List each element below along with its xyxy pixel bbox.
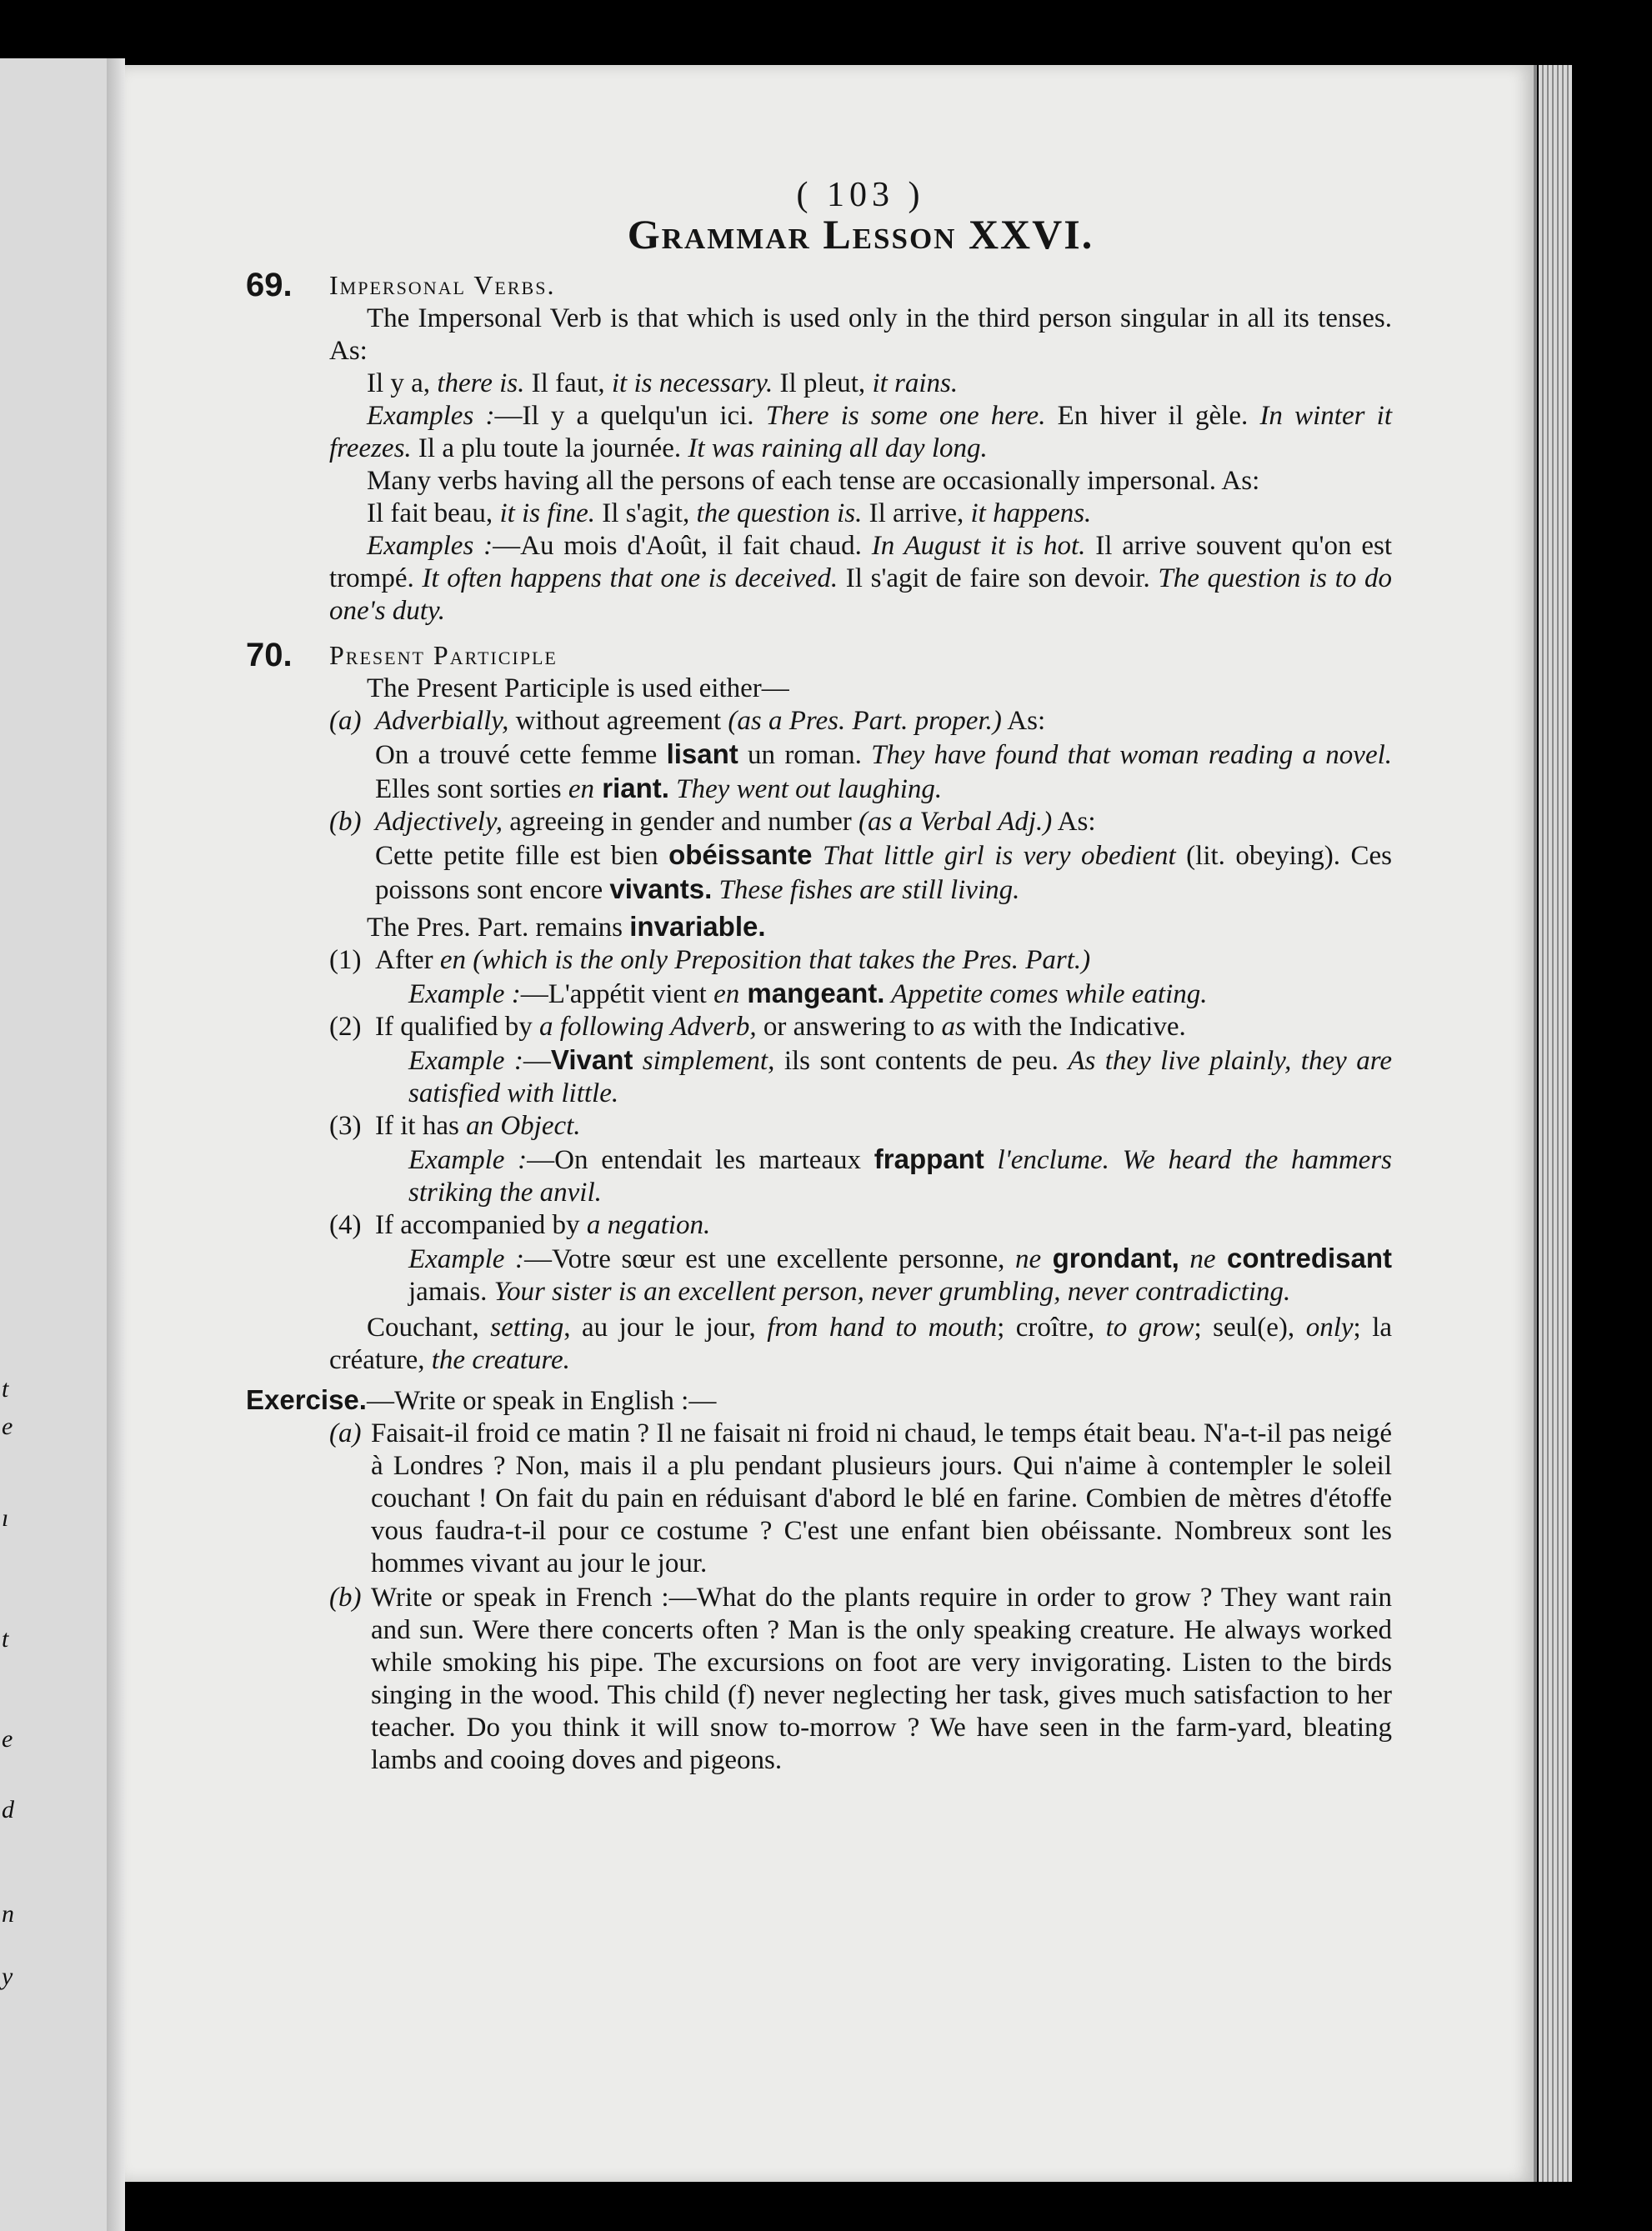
fr-text: ils sont contents de peu. [774, 1046, 1069, 1076]
bold-word: riant. [594, 773, 669, 803]
text: The Pres. Part. remains [367, 913, 630, 943]
en-text: They have found that woman reading a novel. [871, 740, 1393, 770]
rule-example [375, 977, 1392, 1011]
page-number: ( 103 ) [796, 176, 925, 214]
fr-text: Il s'agit de faire son devoir. [838, 563, 1159, 593]
fr-text: jamais. [408, 1277, 494, 1307]
adjacent-page [0, 58, 107, 2231]
en-text: only [1305, 1313, 1354, 1343]
fr-text: —Votre sœur est une excellente personne, [524, 1244, 1015, 1274]
en-word: en [568, 774, 595, 804]
en-word: ne [1014, 1244, 1042, 1274]
example-label: Example : [408, 1046, 523, 1076]
fr-text: Il pleut, [773, 368, 873, 398]
exercise-heading [246, 1383, 1392, 1418]
vocabulary [329, 1312, 1392, 1377]
note: (as a Verbal Adj.) [859, 807, 1053, 837]
exercise-text: Write or speak in French :—What do the plants require in order to grow ? They want rain and sun. Were there concerts often ? Man is the only speaking creature. He always worked while smoking his pipe. The excursions on foot are very invigorating. Listen to the birds singing in the wood. This child (f) never neglecting her task, gives much satisfaction to her teacher. Do you think it will snow to-morrow ? We have seen in the farm-yard, bleating lambs and cooing doves and pigeons. [371, 1583, 1392, 1775]
en-text: We heard the hammers striking the anvil. [408, 1145, 1392, 1208]
fr-text: ; croître, [997, 1313, 1106, 1343]
fr-text: Cette petite fille est bien [375, 841, 669, 871]
section-70-heading [246, 637, 1392, 673]
fr-text: Couchant, [367, 1313, 491, 1343]
term: Adverbially, [375, 706, 509, 736]
examples-label: Examples : [367, 401, 495, 431]
invariable-rule-4 [329, 1209, 1392, 1308]
bold-word: obéissante [668, 839, 813, 870]
text: After [375, 945, 440, 975]
fr-text: Il arrive souvent qu'on est trompé. [329, 531, 1392, 593]
en-text: Appetite comes while eating. [884, 979, 1208, 1009]
note: a following Adverb, [539, 1012, 757, 1042]
occasional-impersonal-examples [329, 530, 1392, 628]
item-label: (2) [329, 1012, 362, 1042]
fr-text: ; la créature, [329, 1313, 1393, 1375]
en-text: there is. [437, 368, 525, 398]
exercise-text: Faisait-il froid ce matin ? Il ne faisait ni froid ni chaud, le temps était beau. N'a-t-il pas neigé à Londres ? Non, mais il a plu pendant plusieurs jours. Qui n'aime à contempler le soleil couchant ! On fait du pain en réduisant d'abord le blé en farine. Combien de mètres d'étoffe vous faudra-t-il pour ce costume ? C'est une enfant bien obéissante. Nombreux sont les hommes vivant au jour le jour. [371, 1418, 1392, 1578]
fr-text: Il faut, [524, 368, 612, 398]
en-text: They went out laughing. [668, 774, 943, 804]
en-text: it is fine. [499, 498, 596, 528]
rule-example [375, 1143, 1392, 1209]
en-text: from hand to mouth [767, 1313, 998, 1343]
impersonal-definition: The Impersonal Verb is that which is used only in the third person singular in all its tenses. As: [329, 303, 1392, 366]
invariable-rule-1 [329, 944, 1392, 1011]
en-text: it is necessary. [611, 368, 773, 398]
fr-text: —Il y a quelqu'un ici. [494, 401, 766, 431]
exercise-b [329, 1582, 1392, 1777]
note: (as a Pres. Part. proper.) [728, 706, 1002, 736]
examples-label: Examples : [367, 531, 493, 561]
participle-intro: The Present Participle is used either— [367, 673, 789, 703]
note: l'enclume. [984, 1145, 1109, 1175]
en-text: It often happens that one is deceived. [422, 563, 839, 593]
invariable-rule-2 [329, 1011, 1392, 1110]
fr-text: Il fait beau, [367, 498, 500, 528]
en-text: Your sister is an excellent person, never grumbling, never contradicting. [493, 1277, 1291, 1307]
item-label: (b) [329, 1583, 362, 1613]
impersonal-examples [329, 400, 1392, 465]
book-gutter [107, 58, 125, 2231]
en-word: en [713, 979, 740, 1009]
en-text: That little girl is very obedient [812, 841, 1176, 871]
text: As: [1052, 807, 1096, 837]
text: — [523, 1046, 551, 1076]
en-text: the question is. [696, 498, 863, 528]
bold-word: invariable. [629, 911, 766, 942]
exercise-label: Exercise. [246, 1384, 367, 1415]
en-text: In August it is hot. [871, 531, 1086, 561]
exercise-intro: —Write or speak in English :— [366, 1386, 717, 1416]
fr-text: (lit. obeying). Ces poissons sont encore [375, 841, 1392, 905]
example-label: Example : [408, 1145, 528, 1175]
text: or answering to [756, 1012, 942, 1042]
text: If accompanied by [375, 1210, 587, 1240]
text: with the Indicative. [965, 1012, 1186, 1042]
section-69-heading [246, 267, 1392, 303]
bold-word: lisant [666, 738, 738, 769]
margin-letter: t [2, 1625, 9, 1653]
section-title: Present Participle [329, 640, 558, 670]
en-text: These fishes are still living. [712, 875, 1020, 905]
en-word: en [439, 945, 467, 975]
impersonal-examples-list [329, 368, 1392, 400]
fr-text: En hiver il gèle. [1045, 401, 1260, 431]
fr-text: —Au mois d'Août, il fait chaud. [493, 531, 872, 561]
en-text: it happens. [970, 498, 1092, 528]
example-label: Example : [408, 979, 521, 1009]
margin-letter: y [2, 1963, 13, 1990]
participle-use-b [329, 806, 1392, 907]
section-number: 70. [246, 637, 293, 673]
term: Adjectively, [375, 807, 503, 837]
fr-text: Il arrive, [862, 498, 971, 528]
fr-text: , au jour le jour, [563, 1313, 768, 1343]
margin-letter: ı [2, 1504, 9, 1532]
margin-letter: n [2, 1900, 14, 1928]
occasional-impersonal-list [329, 498, 1392, 530]
en-text: it rains. [872, 368, 959, 398]
text: without agreement [508, 706, 728, 736]
note: simplement, [633, 1046, 775, 1076]
bold-word: frappant [874, 1143, 984, 1174]
fr-text: Elles sont sorties [375, 774, 568, 804]
en-text: The question is to do one's duty. [329, 563, 1393, 626]
text: If qualified by [375, 1012, 540, 1042]
exercise-a [329, 1418, 1392, 1580]
item-label: (4) [329, 1210, 362, 1240]
note: a negation. [586, 1210, 711, 1240]
fr-text: Il s'agit, [595, 498, 697, 528]
example-label: Example : [408, 1244, 525, 1274]
en-text: There is some one here. [765, 401, 1046, 431]
en-text: It was raining all day long. [688, 433, 988, 463]
en-text: to grow [1105, 1313, 1194, 1343]
occasional-impersonal: Many verbs having all the persons of each tense are occasionally impersonal. As: [367, 466, 1260, 496]
item-label: (b) [329, 807, 362, 837]
margin-letter: d [2, 1796, 14, 1823]
bold-word: mangeant. [739, 978, 885, 1008]
bold-word: Vivant [550, 1044, 633, 1075]
en-text: setting [490, 1313, 564, 1343]
bold-word: vivants. [609, 873, 713, 904]
rule-example [375, 1043, 1392, 1110]
note: (which is the only Preposition that takes the Pres. Part.) [466, 945, 1091, 975]
text: agreeing in gender and number [503, 807, 859, 837]
fr-text: On a trouvé cette femme [375, 740, 667, 770]
fr-text: Il a plu toute la journée. [411, 433, 688, 463]
note: an Object. [466, 1111, 581, 1141]
item-label: (1) [329, 945, 362, 975]
section-title: Impersonal Verbs. [329, 270, 556, 300]
en-word: as [941, 1012, 966, 1042]
bold-word: contredisant [1215, 1243, 1393, 1273]
fr-text: Il y a, [367, 368, 438, 398]
margin-letter: t [2, 1375, 9, 1403]
margin-letter: e [2, 1725, 13, 1753]
fr-text: —On entendait les marteaux [527, 1145, 874, 1175]
en-text: As they live plainly, they are satisfied with little. [408, 1046, 1392, 1108]
participle-use-a [329, 705, 1392, 806]
text: As: [1001, 706, 1046, 736]
item-label: (a) [329, 706, 362, 736]
fr-text: un roman. [738, 740, 872, 770]
bold-word: grondant, [1041, 1243, 1179, 1273]
invariable-rule-3 [329, 1110, 1392, 1209]
fr-text: —L'appétit vient [520, 979, 714, 1009]
fr-text: ; seul(e), [1194, 1313, 1306, 1343]
margin-letter: e [2, 1413, 13, 1440]
page-content [246, 176, 1393, 1778]
rule-example [375, 1242, 1392, 1308]
en-text: the creature. [431, 1345, 570, 1375]
en-text: In winter it freezes. [329, 401, 1392, 463]
page-title: Grammar Lesson XXVI. [627, 211, 1094, 258]
invariable-rule [329, 910, 1392, 944]
text: If it has [375, 1111, 467, 1141]
page-edges [1539, 65, 1572, 2182]
item-label: (3) [329, 1111, 362, 1141]
en-word: ne [1179, 1244, 1216, 1274]
item-label: (a) [329, 1418, 362, 1448]
section-number: 69. [246, 267, 293, 303]
